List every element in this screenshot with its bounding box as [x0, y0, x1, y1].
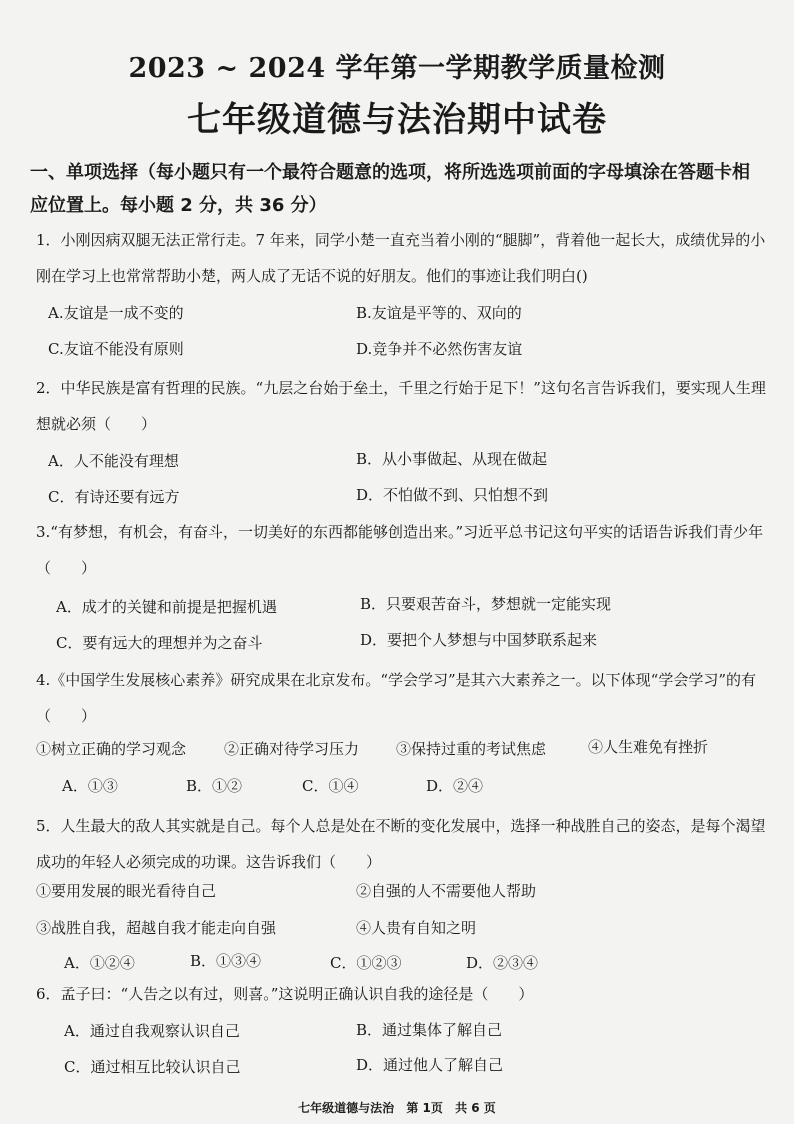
question-2-option-b: B．从小事做起、从现在做起	[356, 450, 548, 468]
page-footer	[0, 1099, 794, 1116]
footer-page-number: 第 1页	[406, 1101, 443, 1115]
question-4-statement-1: ①树立正确的学习观念	[36, 740, 187, 758]
question-4-option-d: D．②④	[426, 777, 484, 795]
question-2-option-a: A．人不能没有理想	[48, 452, 179, 470]
question-5-statement-3: ③战胜自我，超越自我才能走向自强	[36, 919, 277, 937]
question-5-option-d: D．②③④	[466, 954, 539, 972]
question-5-statement-1: ①要用发展的眼光看待自己	[36, 882, 217, 900]
question-5-option-b: B．①③④	[190, 952, 262, 970]
question-1-option-d: D.竞争并不必然伤害友谊	[356, 340, 523, 358]
question-5-statement-4: ④人贵有自知之明	[356, 919, 477, 937]
question-3-stem: 3.“有梦想，有机会，有奋斗，一切美好的东西都能够创造出来。”习近平总书记这句平实的话语告诉我们青少年（ ）	[36, 523, 764, 577]
question-4-option-a: A．①③	[62, 777, 118, 795]
question-5-statement-2: ②自强的人不需要他人帮助	[356, 882, 537, 900]
question-6-stem: 6．孟子曰：“人告之以有过，则喜。”这说明正确认识自我的途径是（ ）	[36, 985, 534, 1003]
question-4-option-c: C．①④	[302, 777, 359, 795]
question-2-stem: 2．中华民族是富有哲理的民族。“九层之台始于垒土，千里之行始于足下！”这句名言告诉我们，要实现人生理想就必须（ ）	[36, 379, 766, 433]
question-6-option-d: D．通过他人了解自己	[356, 1056, 504, 1074]
question-4-option-b: B．①②	[186, 777, 243, 795]
question-6-option-c: C．通过相互比较认识自己	[64, 1058, 241, 1076]
question-2-option-c: C．有诗还要有远方	[48, 488, 180, 506]
exam-title-line1: 2023 ~ 2024 学年第一学期教学质量检测	[128, 53, 666, 84]
question-4-statement-2: ②正确对待学习压力	[224, 740, 360, 758]
question-4-stem: 4.《中国学生发展核心素养》研究成果在北京发布。“学会学习”是其六大素养之一。以下体现“学会学习”的有（ ）	[36, 671, 756, 725]
question-4-statement-3: ③保持过重的考试焦虑	[396, 740, 547, 758]
question-3-option-b: B．只要艰苦奋斗，梦想就一定能实现	[360, 595, 612, 613]
question-5-stem: 5．人生最大的敌人其实就是自己。每个人总是处在不断的变化发展中，选择一种战胜自己的姿态，是每个渴望成功的年轻人必须完成的功课。这告诉我们（ ）	[36, 817, 766, 871]
section-heading: 一、单项选择（每小题只有一个最符合题意的选项，将所选选项前面的字母填涂在答题卡相应位置上。每小题 2 分，共 36 分）	[30, 162, 750, 216]
question-3-option-d: D．要把个人梦想与中国梦联系起来	[360, 631, 598, 649]
footer-subject: 七年级道德与法治	[298, 1101, 395, 1115]
question-3-option-c: C．要有远大的理想并为之奋斗	[56, 634, 263, 652]
question-3-option-a: A．成才的关键和前提是把握机遇	[56, 598, 277, 616]
question-1-stem: 1．小刚因病双腿无法正常行走。7 年来，同学小楚一直充当着小刚的“腿脚”，背着他一起长大，成绩优异的小刚在学习上也常常帮助小楚，两人成了无话不说的好朋友。他们的事迹让我们明白()	[36, 231, 766, 285]
question-1-option-a: A.友谊是一成不变的	[48, 304, 184, 322]
question-6-option-a: A．通过自我观察认识自己	[64, 1022, 240, 1040]
footer-total-pages: 共 6 页	[455, 1101, 496, 1115]
question-1-option-b: B.友谊是平等的、双向的	[356, 304, 522, 322]
question-6-option-b: B．通过集体了解自己	[356, 1021, 503, 1039]
question-2-option-d: D．不怕做不到、只怕想不到	[356, 486, 549, 504]
question-5-option-c: C．①②③	[330, 954, 402, 972]
question-4-statement-4: ④人生难免有挫折	[588, 738, 709, 756]
exam-title-line2: 七年级道德与法治期中试卷	[187, 100, 607, 140]
question-5-option-a: A．①②④	[64, 954, 135, 972]
question-1-option-c: C.友谊不能没有原则	[48, 340, 184, 358]
